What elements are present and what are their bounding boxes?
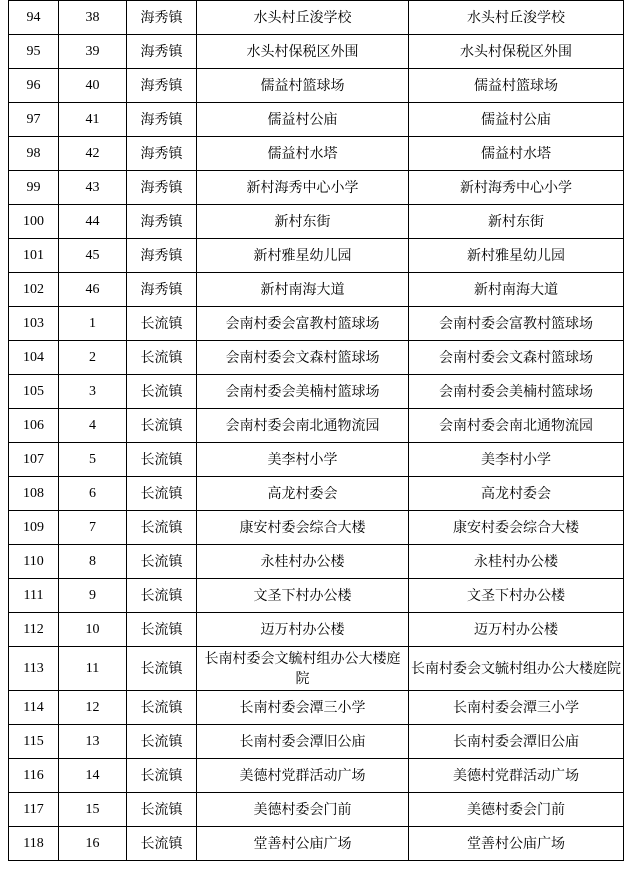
cell-address: 会南村委会美楠村篮球场 <box>409 375 624 409</box>
table-row <box>9 341 624 375</box>
cell-site: 长南村委会潭三小学 <box>197 691 409 725</box>
cell-no: 3 <box>59 375 127 409</box>
cell-town: 长流镇 <box>127 647 197 691</box>
cell-seq: 106 <box>9 409 59 443</box>
cell-seq: 114 <box>9 691 59 725</box>
cell-town: 长流镇 <box>127 409 197 443</box>
cell-address: 儒益村公庙 <box>409 103 624 137</box>
cell-site: 会南村委会富教村篮球场 <box>197 307 409 341</box>
table-row <box>9 1 624 35</box>
cell-no: 10 <box>59 613 127 647</box>
table-row <box>9 613 624 647</box>
cell-town: 海秀镇 <box>127 205 197 239</box>
cell-seq: 97 <box>9 103 59 137</box>
cell-seq: 104 <box>9 341 59 375</box>
cell-seq: 112 <box>9 613 59 647</box>
cell-seq: 116 <box>9 759 59 793</box>
table-row <box>9 545 624 579</box>
cell-no: 2 <box>59 341 127 375</box>
cell-address: 儒益村水塔 <box>409 137 624 171</box>
cell-no: 44 <box>59 205 127 239</box>
cell-address: 新村南海大道 <box>409 273 624 307</box>
cell-town: 海秀镇 <box>127 1 197 35</box>
cell-no: 13 <box>59 725 127 759</box>
cell-site: 新村雅星幼儿园 <box>197 239 409 273</box>
cell-site: 新村海秀中心小学 <box>197 171 409 205</box>
cell-no: 42 <box>59 137 127 171</box>
cell-address: 永桂村办公楼 <box>409 545 624 579</box>
cell-town: 海秀镇 <box>127 103 197 137</box>
table-row <box>9 375 624 409</box>
cell-site: 美李村小学 <box>197 443 409 477</box>
cell-site: 儒益村水塔 <box>197 137 409 171</box>
cell-town: 长流镇 <box>127 759 197 793</box>
table-row <box>9 579 624 613</box>
cell-seq: 113 <box>9 647 59 691</box>
cell-town: 海秀镇 <box>127 137 197 171</box>
cell-no: 8 <box>59 545 127 579</box>
table-row <box>9 759 624 793</box>
cell-site: 文圣下村办公楼 <box>197 579 409 613</box>
cell-town: 海秀镇 <box>127 69 197 103</box>
cell-no: 11 <box>59 647 127 691</box>
cell-town: 长流镇 <box>127 443 197 477</box>
cell-seq: 115 <box>9 725 59 759</box>
cell-town: 海秀镇 <box>127 171 197 205</box>
cell-site: 儒益村篮球场 <box>197 69 409 103</box>
cell-address: 新村海秀中心小学 <box>409 171 624 205</box>
cell-town: 长流镇 <box>127 545 197 579</box>
cell-town: 长流镇 <box>127 613 197 647</box>
cell-site: 新村南海大道 <box>197 273 409 307</box>
cell-site: 儒益村公庙 <box>197 103 409 137</box>
table-row <box>9 477 624 511</box>
cell-no: 40 <box>59 69 127 103</box>
cell-site: 新村东街 <box>197 205 409 239</box>
cell-site: 迈万村办公楼 <box>197 613 409 647</box>
cell-site: 美德村委会门前 <box>197 793 409 827</box>
table-row <box>9 239 624 273</box>
cell-town: 长流镇 <box>127 375 197 409</box>
cell-address: 康安村委会综合大楼 <box>409 511 624 545</box>
cell-seq: 108 <box>9 477 59 511</box>
cell-town: 长流镇 <box>127 511 197 545</box>
cell-address: 新村雅星幼儿园 <box>409 239 624 273</box>
cell-no: 38 <box>59 1 127 35</box>
cell-address: 高龙村委会 <box>409 477 624 511</box>
cell-address: 长南村委会潭三小学 <box>409 691 624 725</box>
cell-site: 永桂村办公楼 <box>197 545 409 579</box>
cell-address: 美德村党群活动广场 <box>409 759 624 793</box>
cell-no: 12 <box>59 691 127 725</box>
cell-no: 7 <box>59 511 127 545</box>
cell-address: 美德村委会门前 <box>409 793 624 827</box>
cell-no: 14 <box>59 759 127 793</box>
cell-site: 康安村委会综合大楼 <box>197 511 409 545</box>
cell-no: 6 <box>59 477 127 511</box>
cell-town: 长流镇 <box>127 691 197 725</box>
cell-address: 会南村委会富教村篮球场 <box>409 307 624 341</box>
table-row <box>9 511 624 545</box>
table-row <box>9 409 624 443</box>
table-row <box>9 205 624 239</box>
site-table <box>8 0 624 861</box>
cell-town: 海秀镇 <box>127 35 197 69</box>
cell-address: 水头村保税区外围 <box>409 35 624 69</box>
cell-seq: 107 <box>9 443 59 477</box>
cell-seq: 105 <box>9 375 59 409</box>
table-row <box>9 307 624 341</box>
cell-site: 高龙村委会 <box>197 477 409 511</box>
cell-seq: 109 <box>9 511 59 545</box>
cell-seq: 99 <box>9 171 59 205</box>
cell-address: 长南村委会潭旧公庙 <box>409 725 624 759</box>
table-row <box>9 647 624 691</box>
cell-town: 长流镇 <box>127 341 197 375</box>
table-row <box>9 137 624 171</box>
cell-seq: 111 <box>9 579 59 613</box>
cell-seq: 100 <box>9 205 59 239</box>
table-row <box>9 725 624 759</box>
site-table-body <box>9 1 624 861</box>
cell-no: 43 <box>59 171 127 205</box>
cell-seq: 103 <box>9 307 59 341</box>
table-row <box>9 35 624 69</box>
cell-no: 45 <box>59 239 127 273</box>
cell-site: 堂善村公庙广场 <box>197 827 409 861</box>
cell-site: 会南村委会南北通物流园 <box>197 409 409 443</box>
cell-address: 水头村丘浚学校 <box>409 1 624 35</box>
table-row <box>9 793 624 827</box>
cell-no: 39 <box>59 35 127 69</box>
cell-town: 长流镇 <box>127 725 197 759</box>
cell-site: 长南村委会文毓村组办公大楼庭院 <box>197 647 409 691</box>
table-row <box>9 171 624 205</box>
cell-seq: 98 <box>9 137 59 171</box>
cell-seq: 96 <box>9 69 59 103</box>
cell-no: 46 <box>59 273 127 307</box>
cell-town: 长流镇 <box>127 307 197 341</box>
cell-site: 水头村保税区外围 <box>197 35 409 69</box>
cell-address: 堂善村公庙广场 <box>409 827 624 861</box>
table-row <box>9 103 624 137</box>
cell-site: 会南村委会美楠村篮球场 <box>197 375 409 409</box>
cell-no: 1 <box>59 307 127 341</box>
cell-seq: 95 <box>9 35 59 69</box>
table-row <box>9 827 624 861</box>
cell-town: 海秀镇 <box>127 239 197 273</box>
cell-site: 水头村丘浚学校 <box>197 1 409 35</box>
cell-address: 迈万村办公楼 <box>409 613 624 647</box>
cell-no: 4 <box>59 409 127 443</box>
cell-seq: 117 <box>9 793 59 827</box>
cell-site: 长南村委会潭旧公庙 <box>197 725 409 759</box>
cell-address: 美李村小学 <box>409 443 624 477</box>
site-table-container <box>8 0 623 861</box>
table-row <box>9 69 624 103</box>
cell-town: 长流镇 <box>127 827 197 861</box>
cell-no: 41 <box>59 103 127 137</box>
cell-site: 会南村委会文森村篮球场 <box>197 341 409 375</box>
cell-no: 5 <box>59 443 127 477</box>
cell-no: 16 <box>59 827 127 861</box>
cell-seq: 118 <box>9 827 59 861</box>
cell-town: 长流镇 <box>127 793 197 827</box>
cell-town: 海秀镇 <box>127 273 197 307</box>
table-row <box>9 443 624 477</box>
cell-seq: 110 <box>9 545 59 579</box>
cell-seq: 101 <box>9 239 59 273</box>
cell-address: 儒益村篮球场 <box>409 69 624 103</box>
cell-no: 9 <box>59 579 127 613</box>
cell-site: 美德村党群活动广场 <box>197 759 409 793</box>
cell-seq: 102 <box>9 273 59 307</box>
cell-seq: 94 <box>9 1 59 35</box>
cell-address: 会南村委会文森村篮球场 <box>409 341 624 375</box>
cell-address: 会南村委会南北通物流园 <box>409 409 624 443</box>
cell-no: 15 <box>59 793 127 827</box>
table-row <box>9 691 624 725</box>
cell-town: 长流镇 <box>127 477 197 511</box>
table-row <box>9 273 624 307</box>
cell-address: 长南村委会文毓村组办公大楼庭院 <box>409 647 624 691</box>
cell-town: 长流镇 <box>127 579 197 613</box>
cell-address: 文圣下村办公楼 <box>409 579 624 613</box>
cell-address: 新村东街 <box>409 205 624 239</box>
